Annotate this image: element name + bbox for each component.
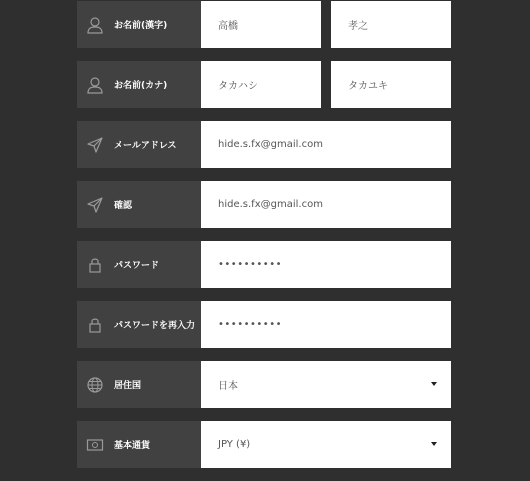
chevron-down-icon (431, 382, 437, 386)
name-kanji-row (77, 1, 451, 48)
email-label-box (77, 121, 201, 168)
email-row (77, 121, 451, 168)
password-label-box (77, 241, 201, 288)
name-kana-label-box (77, 61, 201, 108)
password-confirm-input[interactable]: •••••••••• (201, 301, 451, 348)
country-label-box (77, 361, 201, 408)
paper-plane-icon (77, 136, 113, 154)
currency-label: 基本通貨 (114, 441, 151, 451)
password-input[interactable]: •••••••••• (201, 241, 451, 288)
user-icon (77, 16, 113, 34)
email-confirm-label-box (77, 181, 201, 228)
currency-select[interactable] (201, 421, 451, 468)
currency-row (77, 421, 451, 468)
password-confirm-label-box (77, 301, 201, 348)
globe-icon (77, 376, 113, 394)
password-label: パスワード (114, 261, 160, 271)
first-name-kanji-input[interactable]: 孝之 (331, 1, 451, 48)
email-confirm-row (77, 181, 451, 228)
currency-select-value: JPY (¥) (218, 439, 251, 450)
password-row (77, 241, 451, 288)
country-select[interactable] (201, 361, 451, 408)
paper-plane-icon (77, 196, 113, 214)
name-kanji-label: お名前(漢字) (114, 21, 168, 31)
lock-icon (77, 256, 113, 274)
currency-label-box (77, 421, 201, 468)
country-label: 居住国 (114, 381, 142, 391)
country-select-value: 日本 (218, 381, 238, 392)
email-confirm-label: 確認 (114, 201, 133, 211)
country-row (77, 361, 451, 408)
lock-icon (77, 316, 113, 334)
name-kanji-label-box (77, 1, 201, 48)
last-name-kana-input[interactable]: タカハシ (201, 61, 321, 108)
banknote-icon (77, 436, 113, 454)
password-confirm-row (77, 301, 451, 348)
user-icon (77, 76, 113, 94)
name-kana-row (77, 61, 451, 108)
password-confirm-label: パスワードを再入力 (114, 321, 196, 331)
email-confirm-input[interactable]: hide.s.fx@gmail.com (201, 181, 451, 228)
chevron-down-icon (431, 442, 437, 446)
first-name-kana-input[interactable]: タカユキ (331, 61, 451, 108)
last-name-kanji-input[interactable]: 高橋 (201, 1, 321, 48)
email-input[interactable]: hide.s.fx@gmail.com (201, 121, 451, 168)
email-label: メールアドレス (114, 141, 177, 151)
name-kana-label: お名前(カナ) (114, 81, 168, 91)
